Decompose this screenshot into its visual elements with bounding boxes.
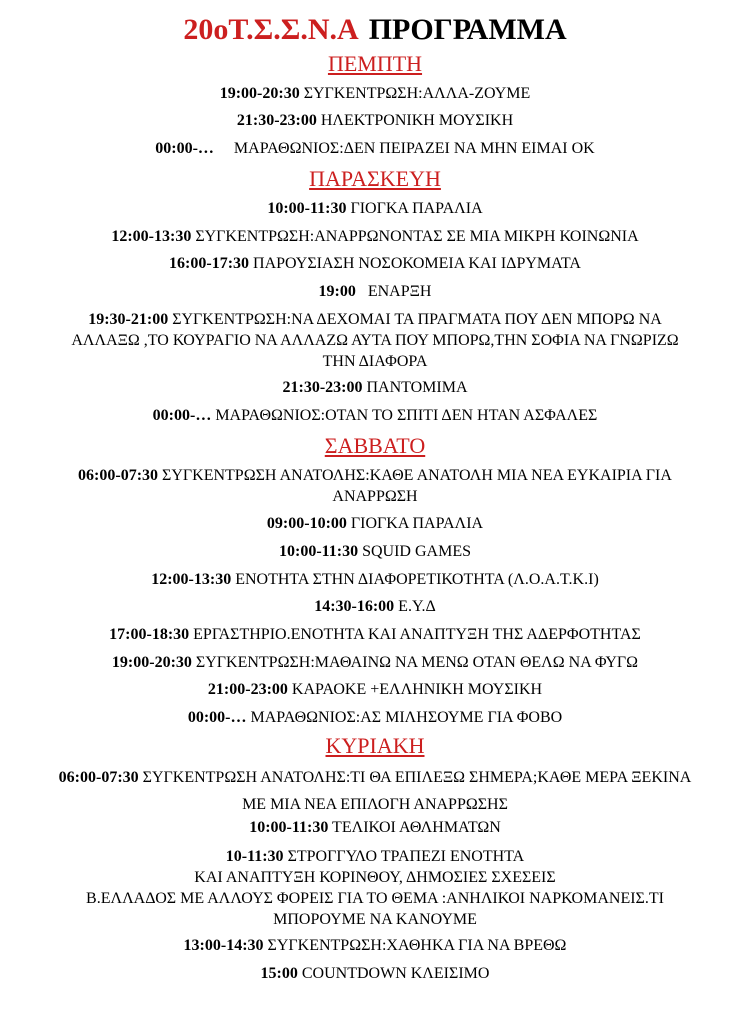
schedule-row: 00:00-… ΜΑΡΑΘΩΝΙΟΣ:ΔΕΝ ΠΕΙΡΑΖΕΙ ΝΑ ΜΗΝ ΕΙΜΑΙ ΟΚ — [155, 140, 595, 157]
day-heading-sunday: ΚΥΡΙΑΚΗ — [325, 733, 425, 758]
schedule-row-multiline: 10-11:30 ΣΤΡΟΓΓΥΛΟ ΤΡΑΠΕΖΙ ΕΝΟΤΗΤΑ ΚΑΙ ΑΝΑΠΤΥΞΗ ΚΟΡΙΝΘΟΥ, ΔΗΜΟΣΙΕΣ ΣΧΕΣΕΙΣ Β.ΕΛΛΑΔΟΣ ΜΕ ΑΛΛΟΥΣ ΦΟΡΕΙΣ ΓΙΑ ΤΟ ΘΕΜΑ :ΑΝΗΛΙΚΟΙ ΝΑΡΚΟΜΑΝΕΙΣ.ΤΙ ΜΠΟΡΟΥΜΕ ΝΑ ΚΑΝΟΥΜΕ — [86, 848, 664, 928]
schedule-row: 10:00-11:30 SQUID GAMES — [278, 543, 471, 560]
program-word: ΠΡΟΓΡΑΜΜΑ — [368, 13, 567, 46]
schedule-row: 14:30-16:00 Ε.Υ.Δ — [314, 598, 436, 615]
schedule-row: 00:00-… ΜΑΡΑΘΩΝΙΟΣ:ΟΤΑΝ ΤΟ ΣΠΙΤΙ ΔΕΝ ΗΤΑΝ ΑΣΦΑΛΕΣ — [152, 407, 598, 424]
schedule-row: 19:00-20:30 ΣΥΓΚΕΝΤΡΩΣΗ:ΑΛΛΑ-ΖΟΥΜΕ — [219, 85, 531, 102]
schedule-row-multiline: 19:30-21:00 ΣΥΓΚΕΝΤΡΩΣΗ:ΝΑ ΔΕΧΟΜΑΙ ΤΑ ΠΡΑΓΜΑΤΑ ΠΟΥ ΔΕΝ ΜΠΟΡΩ ΝΑ ΑΛΛΑΞΩ ,ΤΟ ΚΟΥΡΑΓΙΟ ΝΑ ΑΛΛΑΖΩ ΑΥΤΑ ΠΟΥ ΜΠΟΡΩ,ΤΗΝ ΣΟΦΙΑ ΝΑ ΓΝΩΡΙΖΩ ΤΗΝ ΔΙΑΦΟΡΑ — [71, 311, 679, 370]
schedule-row: 13:00-14:30 ΣΥΓΚΕΝΤΡΩΣΗ:ΧΑΘΗΚΑ ΓΙΑ ΝΑ ΒΡΕΘΩ — [183, 937, 567, 954]
schedule-row: 09:00-10:00 ΓΙΟΓΚΑ ΠΑΡΑΛΙΑ — [266, 515, 484, 532]
schedule-row: 21:30-23:00 ΗΛΕΚΤΡΟΝΙΚΗ ΜΟΥΣΙΚΗ — [236, 112, 514, 129]
schedule-row-multiline: 06:00-07:30 ΣΥΓΚΕΝΤΡΩΣΗ ΑΝΑΤΟΛΗΣ:ΤΙ ΘΑ ΕΠΙΛΕΞΩ ΣΗΜΕΡΑ;ΚΑΘΕ ΜΕΡΑ ΞΕΚΙΝΑ ΜΕ ΜΙΑ ΝΕΑ ΕΠΙΛΟΓΗ ΑΝΑΡΡΩΣΗΣ — [58, 769, 692, 813]
day-heading-saturday: ΣΑΒΒΑΤΟ — [324, 433, 426, 458]
schedule-row: 16:00-17:30 ΠΑΡΟΥΣΙΑΣΗ ΝΟΣΟΚΟΜΕΙΑ ΚΑΙ ΙΔΡΥΜΑΤΑ — [169, 255, 581, 272]
schedule-row: 17:00-18:30 ΕΡΓΑΣΤΗΡΙΟ.ΕΝΟΤΗΤΑ ΚΑΙ ΑΝΑΠΤΥΞΗ ΤΗΣ ΑΔΕΡΦΟΤΗΤΑΣ — [109, 626, 641, 643]
day-heading-friday: ΠΑΡΑΣΚΕΥΗ — [309, 166, 441, 191]
schedule-row: 10:00-11:30 ΤΕΛΙΚΟΙ ΑΘΛΗΜΑΤΩΝ — [249, 819, 501, 836]
page-title — [0, 12, 750, 48]
schedule-row: 21:00-23:00 ΚΑΡΑΟΚΕ +ΕΛΛΗΝΙΚΗ ΜΟΥΣΙΚΗ — [207, 681, 543, 698]
event-name: 20oT.Σ.Σ.N.A — [183, 13, 359, 46]
schedule-row: 00:00-… ΜΑΡΑΘΩΝΙΟΣ:ΑΣ ΜΙΛΗΣΟΥΜΕ ΓΙΑ ΦΟΒΟ — [187, 709, 563, 726]
day-heading-thursday: ΠΕΜΠΤΗ — [327, 51, 423, 76]
schedule-row: 19:00-20:30 ΣΥΓΚΕΝΤΡΩΣΗ:ΜΑΘΑΙΝΩ ΝΑ ΜΕΝΩ ΟΤΑΝ ΘΕΛΩ ΝΑ ΦΥΓΩ — [111, 654, 639, 671]
schedule-row: 10:00-11:30 ΓΙΟΓΚΑ ΠΑΡΑΛΙΑ — [267, 200, 483, 217]
schedule-row-multiline: 06:00-07:30 ΣΥΓΚΕΝΤΡΩΣΗ ΑΝΑΤΟΛΗΣ:ΚΑΘΕ ΑΝΑΤΟΛΗ ΜΙΑ ΝΕΑ ΕΥΚΑΙΡΙΑ ΓΙΑ ΑΝΑΡΡΩΣΗ — [78, 467, 672, 505]
schedule-row: 12:00-13:30 ΣΥΓΚΕΝΤΡΩΣΗ:ΑΝΑΡΡΩΝΟΝΤΑΣ ΣΕ ΜΙΑ ΜΙΚΡΗ ΚΟΙΝΩΝΙΑ — [111, 228, 639, 245]
schedule-row: 12:00-13:30 ΕΝΟΤΗΤΑ ΣΤΗΝ ΔΙΑΦΟΡΕΤΙΚΟΤΗΤΑ (Λ.Ο.Α.Τ.Κ.Ι) — [151, 571, 599, 588]
schedule-row: 19:00 ΕΝΑΡΞΗ — [318, 283, 432, 300]
schedule-row: 21:30-23:00 ΠΑΝΤΟΜΙΜΑ — [282, 379, 468, 396]
schedule-row: 15:00 COUNTDOWN ΚΛΕΙΣΙΜΟ — [260, 965, 490, 982]
